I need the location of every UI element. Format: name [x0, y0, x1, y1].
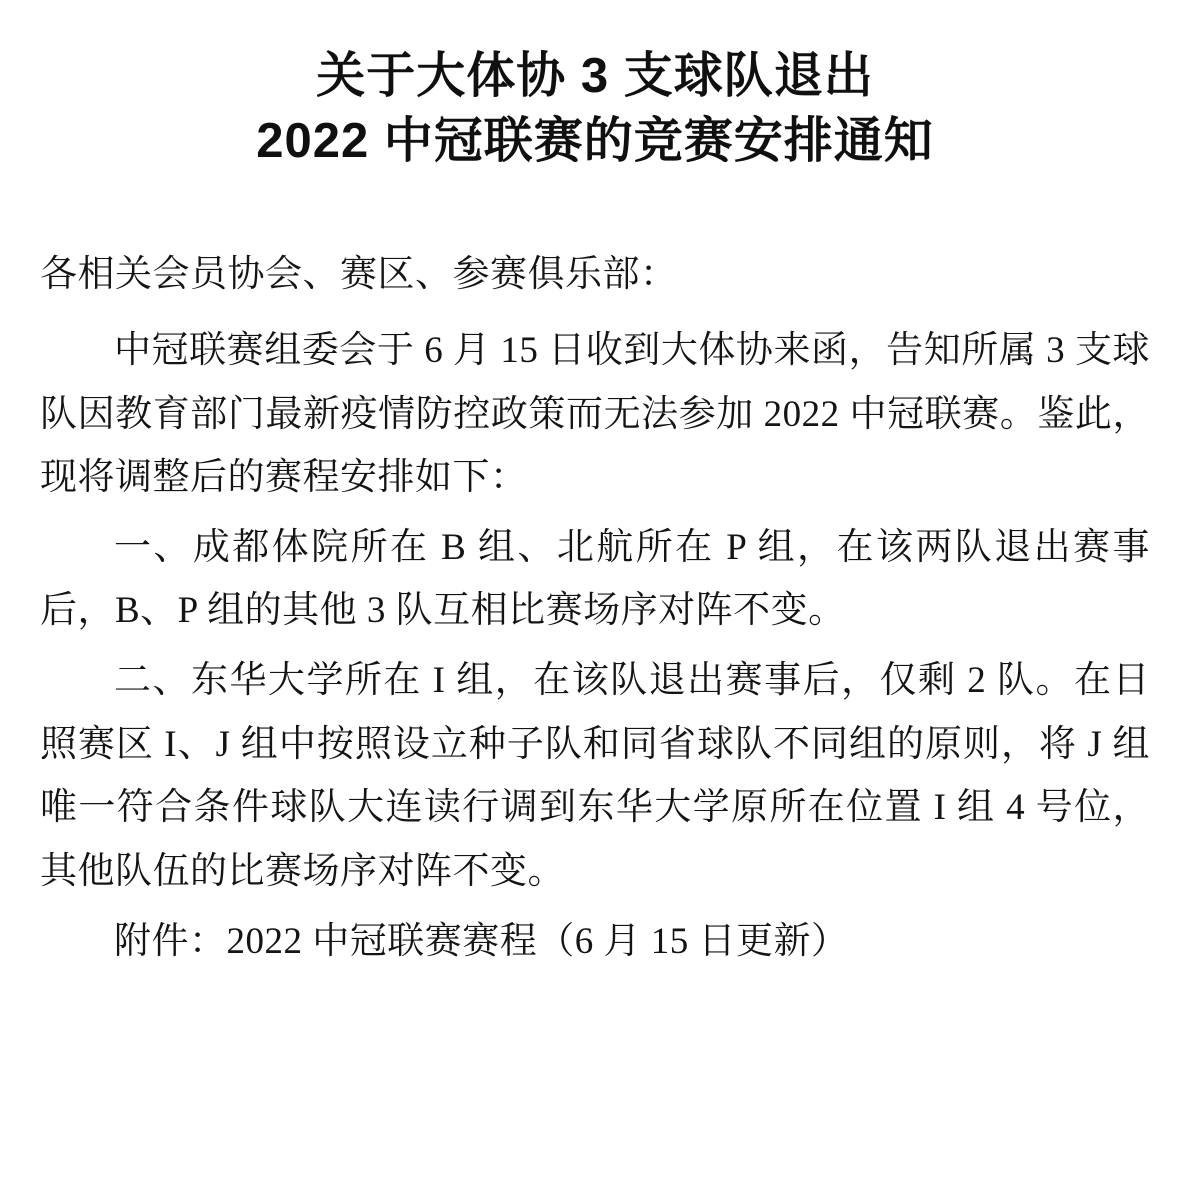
- page-title: [40, 44, 1150, 173]
- page-title-line-1: 关于大体协 3 支球队退出: [316, 49, 874, 103]
- salutation: 各相关会员协会、赛区、参赛俱乐部：: [40, 254, 678, 296]
- paragraph-attachment: 附件：2022 中冠联赛赛程（6 月 15 日更新）: [114, 920, 849, 962]
- page-title-line-2: 2022 中冠联赛的竞赛安排通知: [256, 113, 934, 168]
- paragraph-intro: 中冠联赛组委会于 6 月 15 日收到大体协来函，告知所属 3 支球队因教育部门最新疫情防控政策而无法参加 2022 中冠联赛。鉴此，现将调整后的赛程安排如下：: [40, 329, 1150, 499]
- paragraph-item-1: 一、成都体院所在 B 组、北航所在 P 组，在该两队退出赛事后，B、P 组的其他 3 队互相比赛场序对阵不变。: [40, 526, 1150, 632]
- paragraph-item-2: 二、东华大学所在 I 组，在该队退出赛事后，仅剩 2 队。在日照赛区 I、J 组中按照设立种子队和同省球队不同组的原则，将 J 组唯一符合条件球队大连读行调到东华大学原所在位置 I 组 4 号位，其他队伍的比赛场序对阵不变。: [40, 660, 1150, 892]
- document-body: [40, 243, 1150, 973]
